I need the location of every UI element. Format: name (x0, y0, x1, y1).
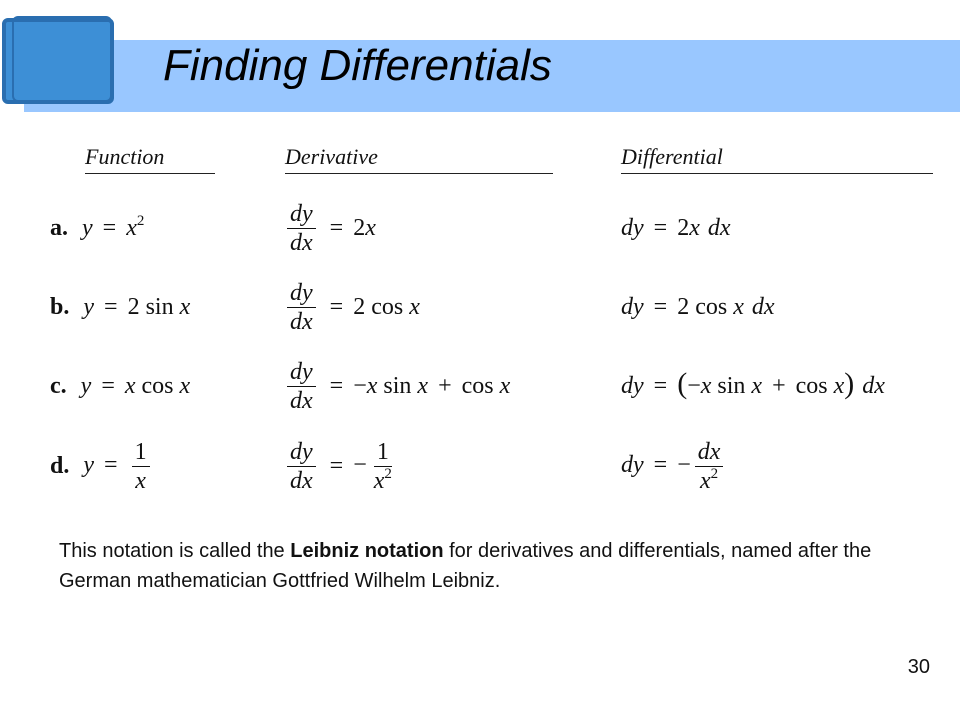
dy-dx-fraction: $\frac{dy}{dx}$ (287, 279, 316, 336)
table-row-b (0, 271, 960, 343)
differential-cell: dy = 2 cos x dx (621, 293, 775, 320)
slide-title: Finding Differentials (163, 41, 552, 90)
derivative-cell: $\frac{dy}{dx}$ = −x sin x + cos x (283, 350, 510, 422)
row-label: d. (50, 452, 70, 479)
function-cell (50, 271, 190, 343)
note-text-start: This notation is called the (59, 540, 291, 562)
column-header-function: Function (85, 145, 215, 174)
leibniz-note (59, 536, 909, 596)
derivative-cell: $\frac{dy}{dx}$ = 2x (283, 192, 376, 264)
dy-dx-fraction: $\frac{dy}{dx}$ (287, 438, 316, 495)
note-term: Leibniz notation (290, 540, 444, 562)
function-expression: y = $\frac{1}{x}$ (83, 438, 153, 495)
function-cell (50, 350, 190, 422)
dy-dx-fraction: $\frac{dy}{dx}$ (287, 200, 316, 257)
row-label: c. (50, 372, 67, 399)
table-row-c (0, 350, 960, 422)
differential-cell: dy = 2x dx (621, 214, 731, 241)
dy-dx-fraction: $\frac{dy}{dx}$ (287, 358, 316, 415)
column-header-derivative: Derivative (285, 145, 553, 174)
note-text-end: for derivatives and differentials, named after the German mathematician Gottfried Wilhelm Leibniz. (59, 540, 872, 592)
differential-cell: dy = (−x sin x + cos x) dx (621, 367, 885, 400)
function-expression: $y = x^2$ (82, 212, 145, 241)
derivative-cell: $\frac{dy}{dx}$ = − $\frac{1}{x^2}$ (283, 430, 399, 502)
table-row-a (0, 192, 960, 264)
table-row-d (0, 430, 960, 502)
title-accent-outline (12, 16, 112, 102)
page-number: 30 (907, 656, 930, 678)
function-expression: y = x cos x (80, 372, 191, 399)
derivative-cell: $\frac{dy}{dx}$ = 2 cos x (283, 271, 420, 343)
function-cell (50, 192, 144, 264)
row-label: b. (50, 293, 70, 320)
function-cell (50, 430, 154, 502)
function-expression: y = 2 sin x (83, 293, 191, 320)
differential-cell: dy = − $\frac{dx}{x^2}$ (621, 430, 727, 502)
row-label: a. (50, 214, 68, 241)
column-header-differential: Differential (621, 145, 933, 174)
